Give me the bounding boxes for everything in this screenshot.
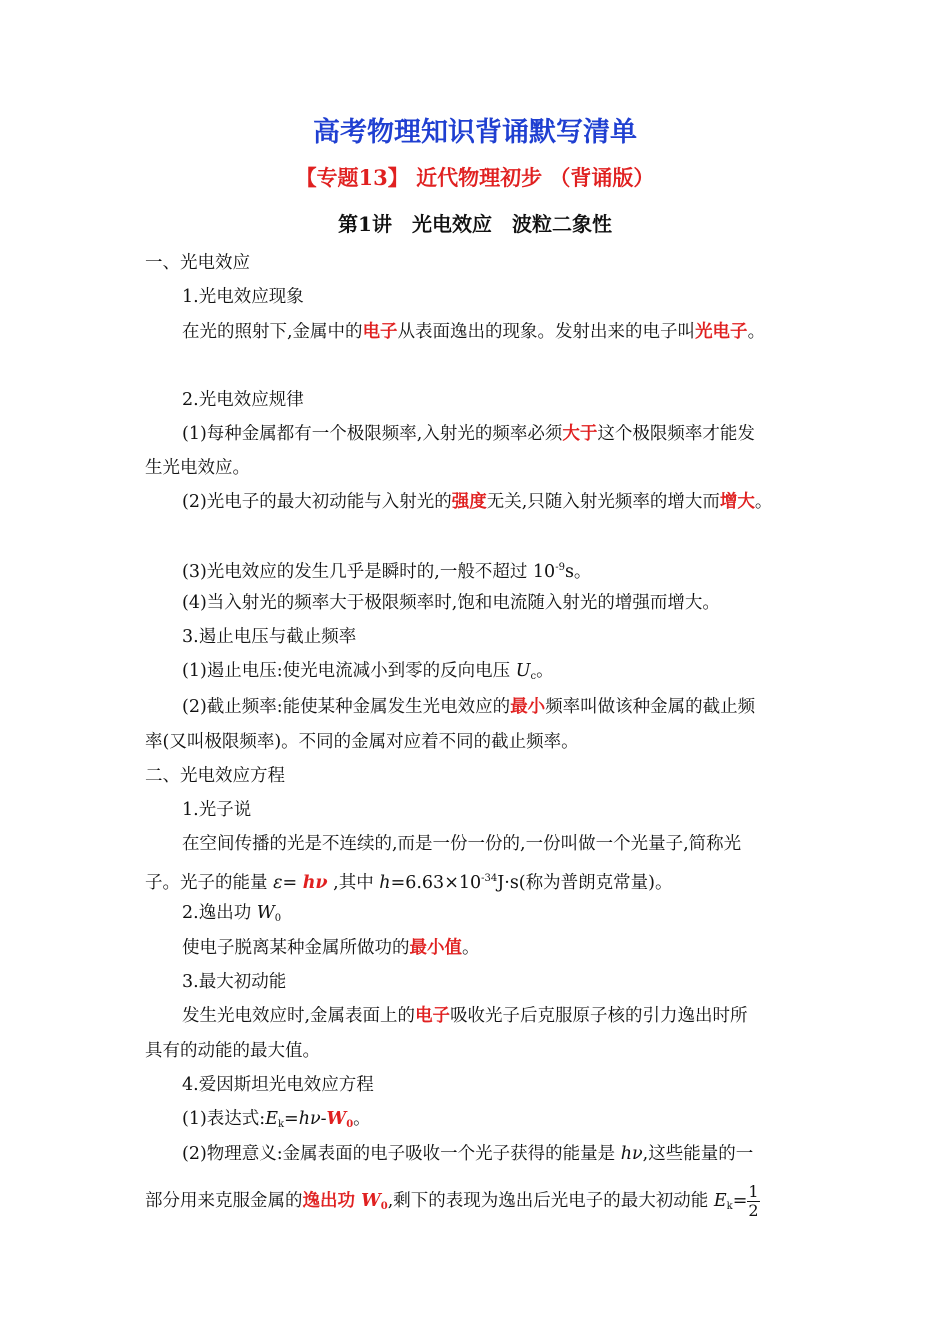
paragraph-line: 部分用来克服金属的逸出功 $W_0$,剩下的表现为逸出后光电子的最大初动能 $E_k=$ $\frac{1}{2}$: [145, 1182, 759, 1220]
subsection-heading: 3.最大初动能: [182, 972, 287, 992]
subsection-heading: 1.光子说: [182, 800, 252, 820]
paragraph-line: (4)当入射光的频率大于极限频率时,饱和电流随入射光的增强而增大。: [182, 593, 720, 613]
subsection-heading: 4.爱因斯坦光电效应方程: [182, 1075, 374, 1095]
subsection-heading: 1.光电效应现象: [182, 287, 304, 307]
keyword: 光电子: [695, 322, 748, 342]
section-heading: 一、光电效应: [145, 253, 250, 273]
subsection-heading: 2.逸出功 $W_0$: [182, 903, 282, 924]
keyword: hν: [302, 873, 328, 893]
keyword: 逸出功: [302, 1191, 362, 1211]
paragraph-line: (2)截止频率:能使某种金属发生光电效应的最小频率叫做该种金属的截止频: [182, 697, 756, 717]
subsection-heading: 3.遏止电压与截止频率: [182, 627, 357, 647]
keyword: 最小值: [409, 938, 462, 958]
paragraph-line: 在光的照射下,金属中的电子从表面逸出的现象。发射出来的电子叫光电子。: [182, 322, 766, 342]
section-heading: 二、光电效应方程: [145, 766, 285, 786]
paragraph-line: 生光电效应。: [145, 458, 250, 478]
paragraph-line: (1)每种金属都有一个极限频率,入射光的频率必须大于这个极限频率才能发: [182, 424, 755, 444]
keyword: 大于: [562, 424, 598, 444]
page-title: 高考物理知识背诵默写清单: [313, 117, 637, 148]
paragraph-line: (1)遏止电压:使光电流减小到零的反向电压 $U_c$。: [182, 661, 554, 682]
topic-subtitle: 【专题13】 近代物理初步 （背诵版）: [295, 165, 655, 190]
paragraph-line: 使电子脱离某种金属所做功的最小值。: [182, 938, 480, 958]
paragraph-line: 率(又叫极限频率)。不同的金属对应着不同的截止频率。: [145, 732, 579, 752]
paragraph-line: 在空间传播的光是不连续的,而是一份一份的,一份叫做一个光量子,简称光: [182, 834, 742, 854]
keyword: 电子: [415, 1006, 451, 1026]
paragraph-line: (2)物理意义:金属表面的电子吸收一个光子获得的能量是 hν,这些能量的一: [182, 1144, 754, 1164]
paragraph-line: (2)光电子的最大初动能与入射光的强度无关,只随入射光频率的增大而增大。: [182, 492, 773, 512]
lecture-heading: 第1讲 光电效应 波粒二象性: [338, 212, 612, 236]
paragraph-line: 具有的动能的最大值。: [145, 1041, 320, 1061]
formula-line: (1)表达式$:E_k=h\nu-W_0$。: [182, 1109, 371, 1130]
paragraph-line: 发生光电效应时,金属表面上的电子吸收光子后克服原子核的引力逸出时所: [182, 1006, 748, 1026]
fraction: $\frac{1}{2}$: [748, 1182, 759, 1220]
paragraph-line: 子。光子的能量 ε= hν ,其中 $h=6.63\times 10^{-34}J\cdot s$(称为普朗克常量)。: [145, 873, 673, 893]
keyword: 电子: [362, 322, 398, 342]
paragraph-line: (3)光电效应的发生几乎是瞬时的,一般不超过 $10^{-9}s$。: [182, 562, 592, 582]
keyword: W: [326, 1109, 347, 1129]
subsection-heading: 2.光电效应规律: [182, 390, 304, 410]
keyword: 强度: [451, 492, 487, 512]
keyword: 最小: [510, 697, 546, 717]
keyword: 增大: [719, 492, 755, 512]
